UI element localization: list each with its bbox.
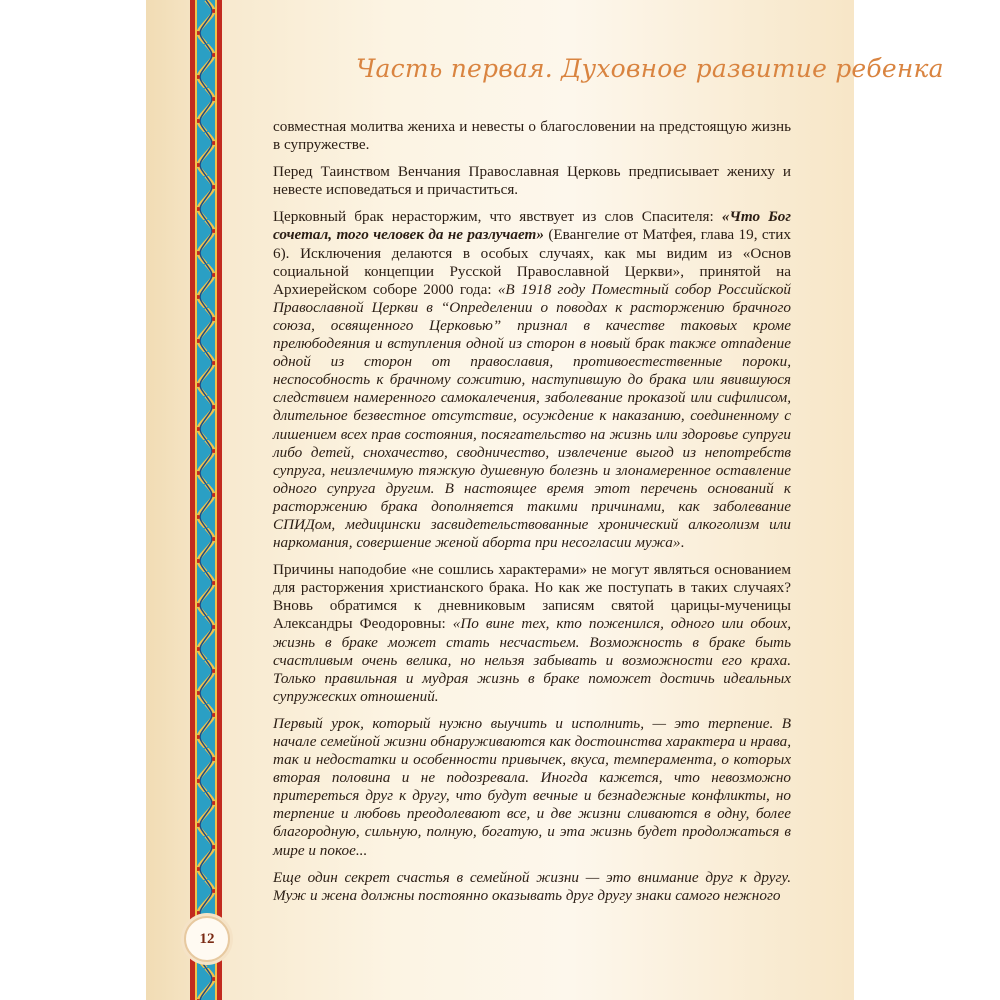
text-segment: (Евангелие от Матфея, глава 19, стих 6). Исключения делаются в особых случаях, как мы видим из «Основ социальной концепции Русской Православной Церкви», принятой на Архиерейском соборе 2000 года: (273, 226, 791, 298)
paragraph-6 (273, 869, 791, 905)
running-title: Часть первая. Духовное развитие ребенка (356, 54, 944, 83)
text-segment: Причины наподобие «не сошлись характерами» не могут являться основанием для расторжения христианского брака. Но как же поступать в таких случаях? Вновь обратимся к дневниковым записям святой царицы-мученицы Александры Феодоровны: (273, 561, 791, 633)
body-text (273, 118, 791, 914)
paragraph-3 (273, 208, 791, 552)
ornamental-border-icon (190, 0, 222, 1000)
text-segment: . (680, 534, 685, 552)
text-segment: Первый урок, который нужно выучить и исполнить, — это терпение. В начале семейной жизни обнаруживаются как достоинства характера и нрава, так и недостатки и особенности привычек, вкуса, темперамента, о которых вторая половина и не подозревала. Иногда кажется, что невозможно притереться друг к другу, что будут вечные и безнадежные конфликты, но терпение и любовь преодолевают все, и две жизни сливаются в одну, более благородную, сильную, полную, богатую, и эта жизнь будет продолжаться в мире и покое... (273, 714, 791, 859)
text-segment: «В 1918 году Поместный собор Российской Православной Церкви в “Определении о поводах к расторжению брачного союза, освященного Церковью” признал в качестве таковых кроме прелюбодеяния и вступления одной из сторон в новый брак также отпадение одной из сторон от православия, противоестественные пороки, неспособность к брачному сожитию, наступившую до брака или явившуюся следствием намеренного самокалечения, заболевание проказой или сифилисом, длительное безвестное отсутствие, осуждение к наказанию, соединенному с лишением всех прав состояния, посягательство на жизнь или здоровье супруги либо детей, снохачество, сводничество, извлечение выгод из непотребств супруга, неизлечимую тяжкую душевную болезнь и злонамеренное оставление одного супруга другим. В настоящее время этот перечень оснований к расторжению брака дополняется такими причинами, как заболевание СПИДом, медицински засвидетельствованные хронический алкоголизм или наркомания, совершение женой аборта при несогласии мужа» (273, 280, 792, 552)
text-segment: совместная молитва жениха и невесты о благословении на предстоящую жизнь в супружестве. (273, 118, 791, 154)
paragraph-1 (273, 118, 791, 154)
paragraph-5 (273, 715, 791, 860)
text-segment: Церковный брак нерасторжим, что явствует из слов Спасителя: (273, 208, 722, 226)
text-segment: Перед Таинством Венчания Православная Церковь предписывает жениху и невесте исповедаться и причаститься. (273, 163, 791, 199)
page-number: 12 (184, 916, 230, 962)
paragraph-2 (273, 163, 791, 199)
text-segment: «Что Бог сочетал, того человек да не разлучает» (273, 208, 791, 244)
text-segment: Еще один секрет счастья в семейной жизни — это внимание друг к другу. Муж и жена должны постоянно оказывать друг другу знаки самого нежного (273, 868, 791, 904)
paragraph-4 (273, 561, 791, 706)
text-segment: «По вине тех, кто поженился, одного или обоих, жизнь в браке может стать несчастьем. Возможность в браке быть счастливым очень велика, но нельзя забывать и возможности его краха. Только правильная и мудрая жизнь в браке поможет достичь идеальных супружеских отношений. (273, 615, 791, 705)
